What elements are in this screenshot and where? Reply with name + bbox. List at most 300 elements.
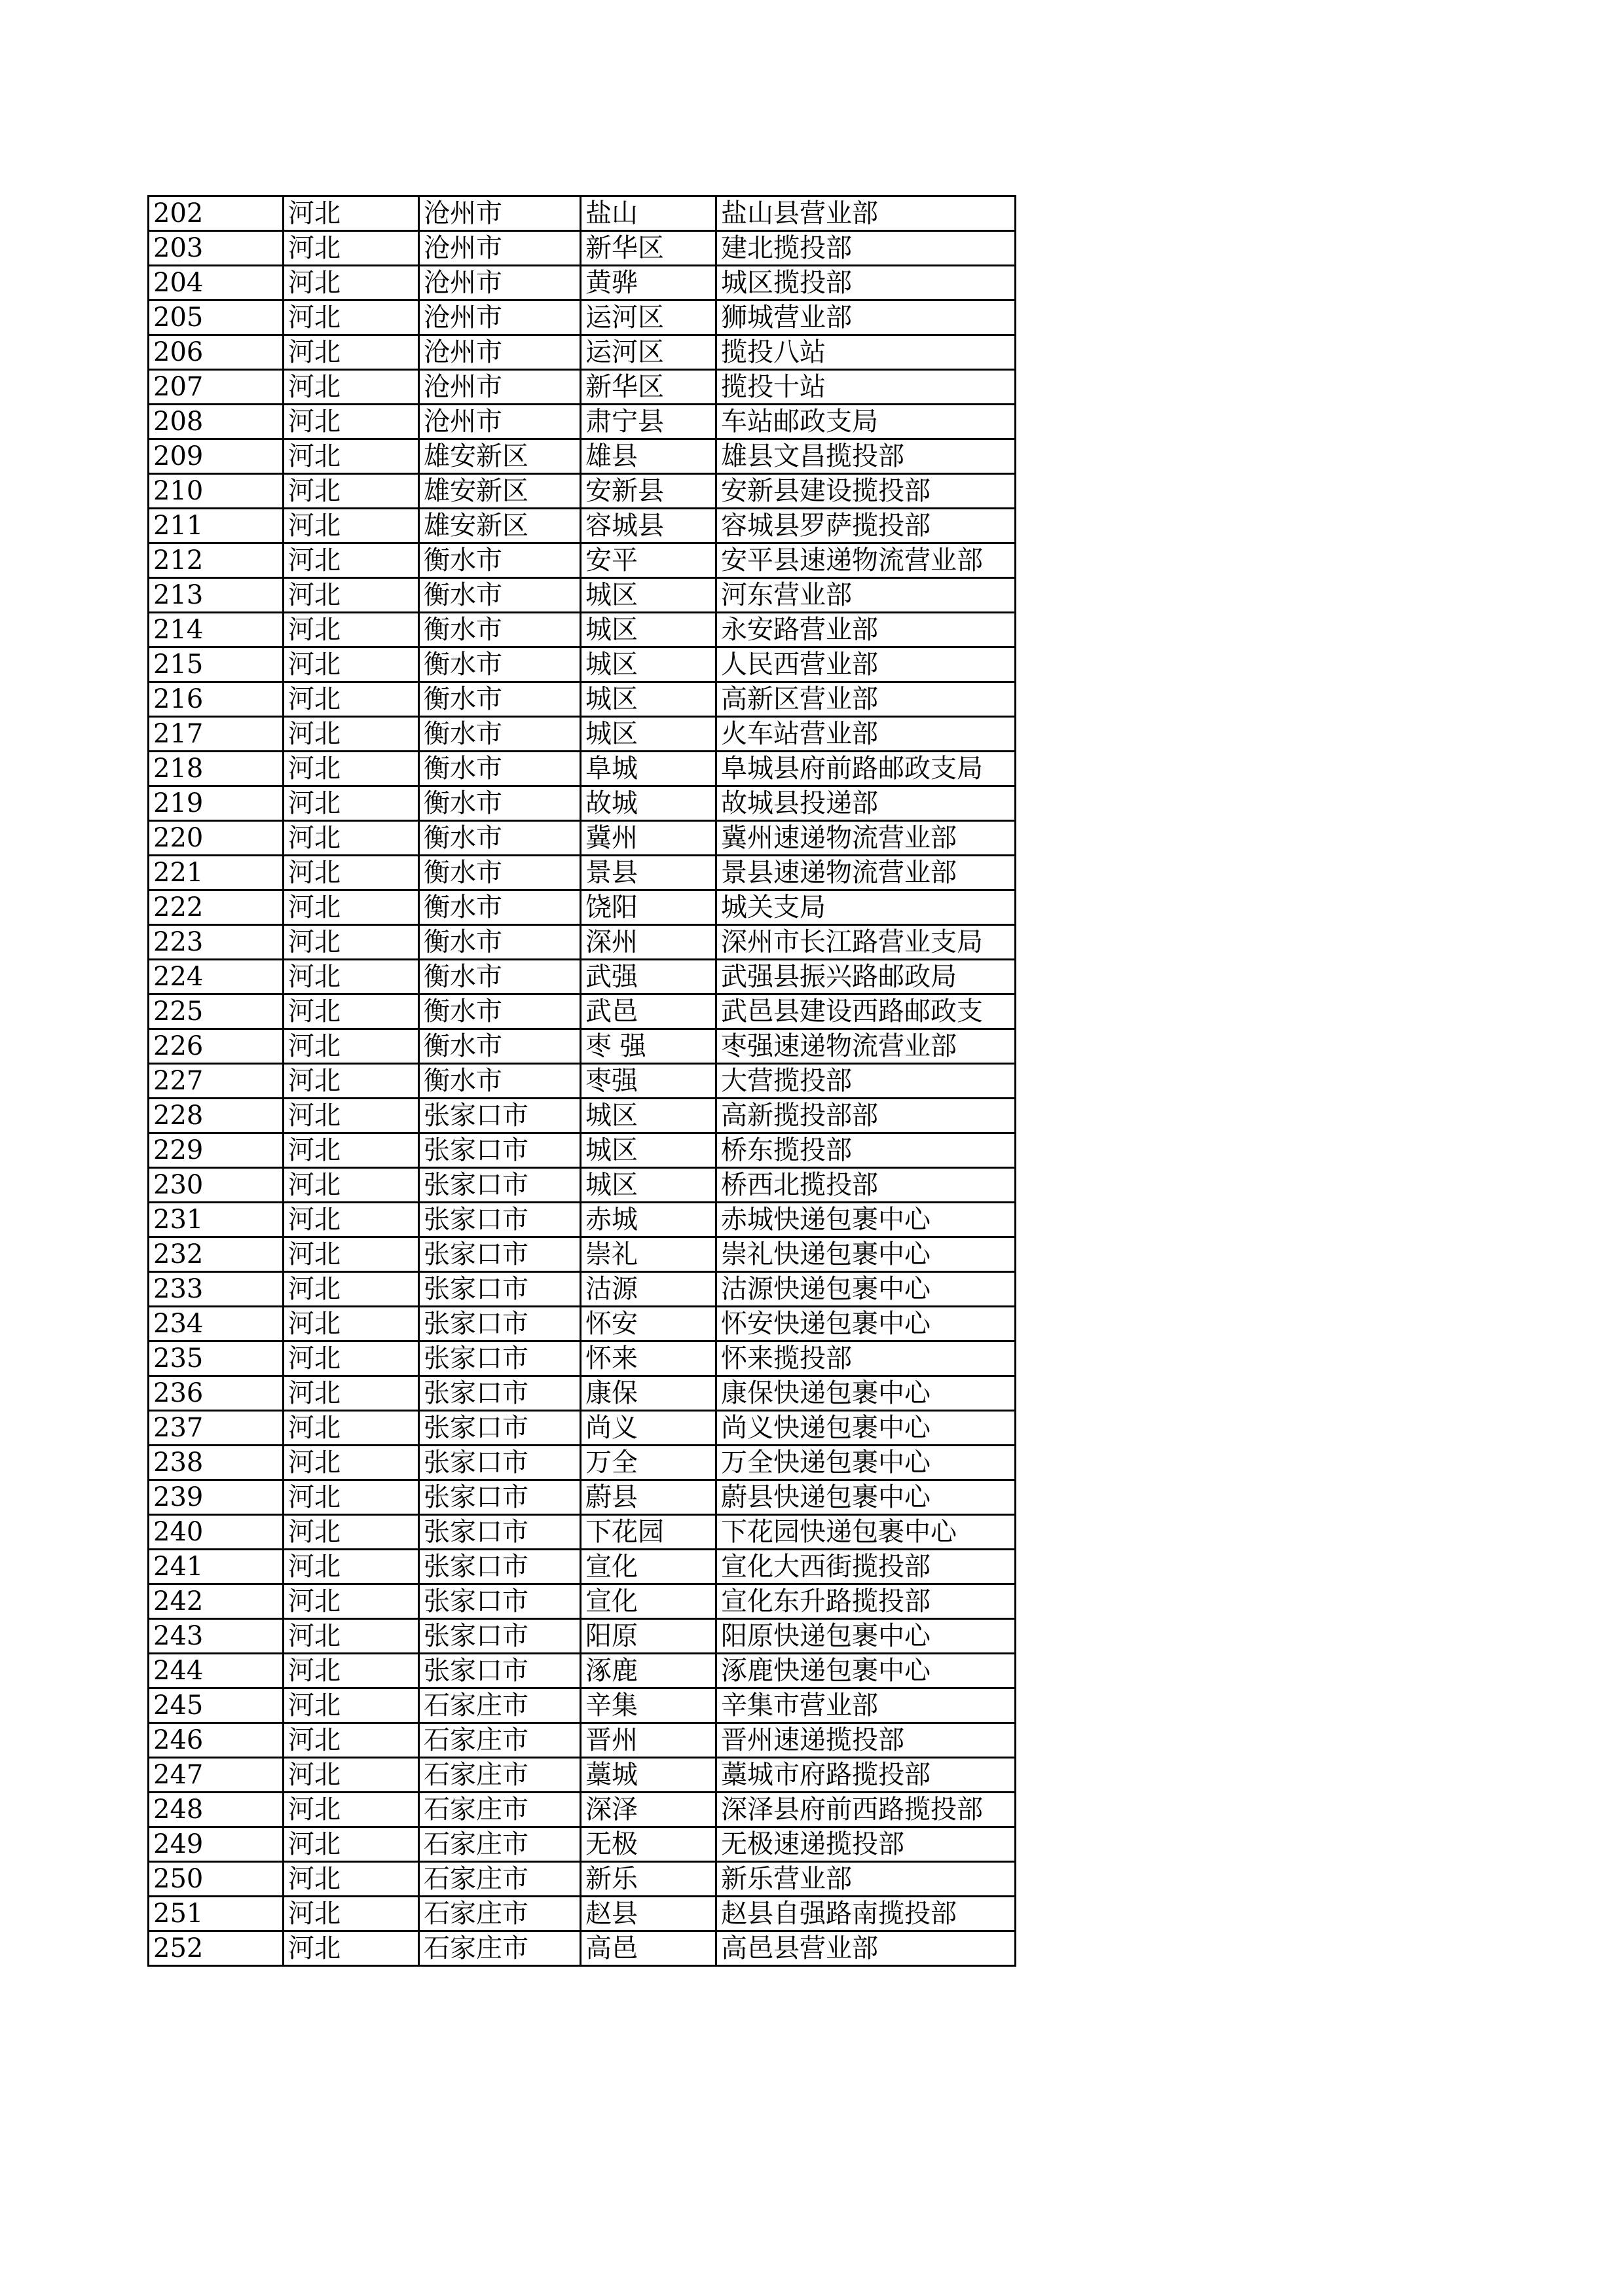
row-number: 237 [149, 1411, 284, 1446]
province-cell: 河北 [284, 647, 419, 682]
row-number: 245 [149, 1688, 284, 1723]
table-row [149, 1029, 1016, 1064]
county-cell: 城区 [581, 1099, 716, 1133]
county-cell: 崇礼 [581, 1237, 716, 1272]
table-row [149, 1758, 1016, 1793]
county-cell: 城区 [581, 717, 716, 752]
row-number: 239 [149, 1480, 284, 1515]
table-row [149, 1827, 1016, 1862]
outlet-name-cell: 高邑县营业部 [716, 1931, 1016, 1966]
outlet-name-cell: 车站邮政支局 [716, 405, 1016, 439]
city-cell: 衡水市 [419, 613, 581, 647]
city-cell: 沧州市 [419, 335, 581, 370]
county-cell: 运河区 [581, 335, 716, 370]
province-cell: 河北 [284, 543, 419, 578]
table-row [149, 1411, 1016, 1446]
outlet-name-cell: 城关支局 [716, 890, 1016, 925]
table-row [149, 231, 1016, 266]
province-cell: 河北 [284, 717, 419, 752]
table-row [149, 1619, 1016, 1654]
province-cell: 河北 [284, 1688, 419, 1723]
row-number: 241 [149, 1550, 284, 1584]
city-cell: 张家口市 [419, 1099, 581, 1133]
outlet-name-cell: 崇礼快递包裹中心 [716, 1237, 1016, 1272]
outlet-name-cell: 蔚县快递包裹中心 [716, 1480, 1016, 1515]
table-row [149, 439, 1016, 474]
row-number: 249 [149, 1827, 284, 1862]
city-cell: 衡水市 [419, 925, 581, 960]
county-cell: 沽源 [581, 1272, 716, 1307]
county-cell: 康保 [581, 1376, 716, 1411]
province-cell: 河北 [284, 925, 419, 960]
outlet-name-cell: 人民西营业部 [716, 647, 1016, 682]
outlet-name-cell: 尚义快递包裹中心 [716, 1411, 1016, 1446]
county-cell: 景县 [581, 856, 716, 890]
row-number: 216 [149, 682, 284, 717]
table-row [149, 196, 1016, 231]
row-number: 208 [149, 405, 284, 439]
city-cell: 衡水市 [419, 1029, 581, 1064]
outlet-name-cell: 容城县罗萨揽投部 [716, 509, 1016, 543]
county-cell: 城区 [581, 578, 716, 613]
province-cell: 河北 [284, 301, 419, 335]
table-row [149, 1688, 1016, 1723]
row-number: 228 [149, 1099, 284, 1133]
outlet-name-cell: 高新揽投部部 [716, 1099, 1016, 1133]
row-number: 211 [149, 509, 284, 543]
outlet-name-cell: 阜城县府前路邮政支局 [716, 752, 1016, 786]
table-row [149, 1307, 1016, 1341]
outlet-name-cell: 景县速递物流营业部 [716, 856, 1016, 890]
county-cell: 晋州 [581, 1723, 716, 1758]
province-cell: 河北 [284, 1793, 419, 1827]
city-cell: 衡水市 [419, 994, 581, 1029]
table-row [149, 1203, 1016, 1237]
table-row [149, 1584, 1016, 1619]
province-cell: 河北 [284, 994, 419, 1029]
table-row [149, 752, 1016, 786]
county-cell: 雄县 [581, 439, 716, 474]
outlet-name-cell: 康保快递包裹中心 [716, 1376, 1016, 1411]
county-cell: 枣 强 [581, 1029, 716, 1064]
province-cell: 河北 [284, 1446, 419, 1480]
city-cell: 衡水市 [419, 890, 581, 925]
city-cell: 沧州市 [419, 266, 581, 301]
table-row [149, 1099, 1016, 1133]
county-cell: 赵县 [581, 1897, 716, 1931]
row-number: 217 [149, 717, 284, 752]
outlet-name-cell: 枣强速递物流营业部 [716, 1029, 1016, 1064]
county-cell: 宣化 [581, 1550, 716, 1584]
row-number: 229 [149, 1133, 284, 1168]
row-number: 226 [149, 1029, 284, 1064]
row-number: 215 [149, 647, 284, 682]
row-number: 209 [149, 439, 284, 474]
county-cell: 武邑 [581, 994, 716, 1029]
outlet-name-cell: 冀州速递物流营业部 [716, 821, 1016, 856]
county-cell: 城区 [581, 1133, 716, 1168]
row-number: 218 [149, 752, 284, 786]
row-number: 250 [149, 1862, 284, 1897]
outlet-table [147, 195, 1016, 1967]
province-cell: 河北 [284, 960, 419, 994]
province-cell: 河北 [284, 1341, 419, 1376]
province-cell: 河北 [284, 1723, 419, 1758]
county-cell: 故城 [581, 786, 716, 821]
province-cell: 河北 [284, 196, 419, 231]
outlet-name-cell: 雄县文昌揽投部 [716, 439, 1016, 474]
row-number: 235 [149, 1341, 284, 1376]
city-cell: 石家庄市 [419, 1758, 581, 1793]
row-number: 222 [149, 890, 284, 925]
county-cell: 宣化 [581, 1584, 716, 1619]
table-row [149, 1341, 1016, 1376]
county-cell: 安平 [581, 543, 716, 578]
outlet-name-cell: 安新县建设揽投部 [716, 474, 1016, 509]
county-cell: 容城县 [581, 509, 716, 543]
province-cell: 河北 [284, 1550, 419, 1584]
outlet-name-cell: 河东营业部 [716, 578, 1016, 613]
outlet-name-cell: 宣化东升路揽投部 [716, 1584, 1016, 1619]
table-row [149, 1931, 1016, 1966]
row-number: 225 [149, 994, 284, 1029]
county-cell: 蔚县 [581, 1480, 716, 1515]
city-cell: 衡水市 [419, 578, 581, 613]
row-number: 205 [149, 301, 284, 335]
row-number: 247 [149, 1758, 284, 1793]
county-cell: 运河区 [581, 301, 716, 335]
outlet-name-cell: 高新区营业部 [716, 682, 1016, 717]
county-cell: 肃宁县 [581, 405, 716, 439]
outlet-name-cell: 安平县速递物流营业部 [716, 543, 1016, 578]
city-cell: 石家庄市 [419, 1688, 581, 1723]
row-number: 202 [149, 196, 284, 231]
city-cell: 石家庄市 [419, 1793, 581, 1827]
county-cell: 藁城 [581, 1758, 716, 1793]
city-cell: 张家口市 [419, 1446, 581, 1480]
county-cell: 深泽 [581, 1793, 716, 1827]
province-cell: 河北 [284, 266, 419, 301]
table-row [149, 613, 1016, 647]
row-number: 252 [149, 1931, 284, 1966]
province-cell: 河北 [284, 1654, 419, 1688]
city-cell: 张家口市 [419, 1550, 581, 1584]
province-cell: 河北 [284, 682, 419, 717]
city-cell: 张家口市 [419, 1272, 581, 1307]
row-number: 227 [149, 1064, 284, 1099]
county-cell: 饶阳 [581, 890, 716, 925]
table-row [149, 1272, 1016, 1307]
outlet-name-cell: 宣化大西街揽投部 [716, 1550, 1016, 1584]
province-cell: 河北 [284, 1897, 419, 1931]
city-cell: 衡水市 [419, 821, 581, 856]
table-row [149, 647, 1016, 682]
province-cell: 河北 [284, 578, 419, 613]
table-row [149, 786, 1016, 821]
province-cell: 河北 [284, 1307, 419, 1341]
row-number: 219 [149, 786, 284, 821]
province-cell: 河北 [284, 1168, 419, 1203]
province-cell: 河北 [284, 786, 419, 821]
outlet-name-cell: 下花园快递包裹中心 [716, 1515, 1016, 1550]
table-row [149, 301, 1016, 335]
county-cell: 辛集 [581, 1688, 716, 1723]
city-cell: 张家口市 [419, 1376, 581, 1411]
county-cell: 下花园 [581, 1515, 716, 1550]
outlet-name-cell: 大营揽投部 [716, 1064, 1016, 1099]
city-cell: 沧州市 [419, 301, 581, 335]
city-cell: 张家口市 [419, 1203, 581, 1237]
county-cell: 城区 [581, 613, 716, 647]
table-row [149, 1550, 1016, 1584]
row-number: 233 [149, 1272, 284, 1307]
outlet-name-cell: 辛集市营业部 [716, 1688, 1016, 1723]
outlet-name-cell: 赤城快递包裹中心 [716, 1203, 1016, 1237]
county-cell: 城区 [581, 647, 716, 682]
province-cell: 河北 [284, 1584, 419, 1619]
outlet-name-cell: 怀安快递包裹中心 [716, 1307, 1016, 1341]
province-cell: 河北 [284, 474, 419, 509]
city-cell: 衡水市 [419, 752, 581, 786]
province-cell: 河北 [284, 1758, 419, 1793]
outlet-name-cell: 桥东揽投部 [716, 1133, 1016, 1168]
table-row [149, 682, 1016, 717]
row-number: 212 [149, 543, 284, 578]
county-cell: 新华区 [581, 370, 716, 405]
city-cell: 衡水市 [419, 856, 581, 890]
county-cell: 深州 [581, 925, 716, 960]
table-row [149, 1723, 1016, 1758]
outlet-name-cell: 火车站营业部 [716, 717, 1016, 752]
row-number: 238 [149, 1446, 284, 1480]
table-row [149, 1515, 1016, 1550]
outlet-name-cell: 新乐营业部 [716, 1862, 1016, 1897]
outlet-name-cell: 揽投十站 [716, 370, 1016, 405]
county-cell: 新华区 [581, 231, 716, 266]
county-cell: 新乐 [581, 1862, 716, 1897]
outlet-name-cell: 狮城营业部 [716, 301, 1016, 335]
outlet-name-cell: 阳原快递包裹中心 [716, 1619, 1016, 1654]
city-cell: 张家口市 [419, 1619, 581, 1654]
province-cell: 河北 [284, 890, 419, 925]
city-cell: 沧州市 [419, 196, 581, 231]
province-cell: 河北 [284, 405, 419, 439]
city-cell: 张家口市 [419, 1237, 581, 1272]
row-number: 244 [149, 1654, 284, 1688]
province-cell: 河北 [284, 1376, 419, 1411]
city-cell: 沧州市 [419, 370, 581, 405]
row-number: 210 [149, 474, 284, 509]
city-cell: 石家庄市 [419, 1827, 581, 1862]
row-number: 240 [149, 1515, 284, 1550]
city-cell: 衡水市 [419, 717, 581, 752]
row-number: 236 [149, 1376, 284, 1411]
county-cell: 无极 [581, 1827, 716, 1862]
outlet-name-cell: 武邑县建设西路邮政支 [716, 994, 1016, 1029]
county-cell: 盐山 [581, 196, 716, 231]
outlet-name-cell: 武强县振兴路邮政局 [716, 960, 1016, 994]
table-row [149, 335, 1016, 370]
city-cell: 张家口市 [419, 1133, 581, 1168]
outlet-name-cell: 沽源快递包裹中心 [716, 1272, 1016, 1307]
outlet-name-cell: 怀来揽投部 [716, 1341, 1016, 1376]
province-cell: 河北 [284, 1099, 419, 1133]
city-cell: 衡水市 [419, 682, 581, 717]
city-cell: 石家庄市 [419, 1931, 581, 1966]
county-cell: 黄骅 [581, 266, 716, 301]
province-cell: 河北 [284, 613, 419, 647]
table-row [149, 1133, 1016, 1168]
table-row [149, 1862, 1016, 1897]
table-row [149, 890, 1016, 925]
province-cell: 河北 [284, 231, 419, 266]
outlet-table-body [149, 196, 1016, 1966]
province-cell: 河北 [284, 1862, 419, 1897]
table-row [149, 578, 1016, 613]
table-row [149, 821, 1016, 856]
outlet-name-cell: 万全快递包裹中心 [716, 1446, 1016, 1480]
row-number: 221 [149, 856, 284, 890]
county-cell: 赤城 [581, 1203, 716, 1237]
city-cell: 张家口市 [419, 1341, 581, 1376]
row-number: 234 [149, 1307, 284, 1341]
county-cell: 尚义 [581, 1411, 716, 1446]
city-cell: 雄安新区 [419, 474, 581, 509]
city-cell: 衡水市 [419, 960, 581, 994]
city-cell: 雄安新区 [419, 439, 581, 474]
row-number: 206 [149, 335, 284, 370]
province-cell: 河北 [284, 1272, 419, 1307]
table-row [149, 856, 1016, 890]
table-row [149, 1168, 1016, 1203]
outlet-name-cell: 赵县自强路南揽投部 [716, 1897, 1016, 1931]
province-cell: 河北 [284, 1203, 419, 1237]
city-cell: 张家口市 [419, 1584, 581, 1619]
table-row [149, 1237, 1016, 1272]
province-cell: 河北 [284, 335, 419, 370]
province-cell: 河北 [284, 856, 419, 890]
outlet-name-cell: 建北揽投部 [716, 231, 1016, 266]
row-number: 243 [149, 1619, 284, 1654]
outlet-name-cell: 深州市长江路营业支局 [716, 925, 1016, 960]
city-cell: 沧州市 [419, 405, 581, 439]
table-row [149, 1064, 1016, 1099]
province-cell: 河北 [284, 1133, 419, 1168]
province-cell: 河北 [284, 752, 419, 786]
county-cell: 怀来 [581, 1341, 716, 1376]
province-cell: 河北 [284, 1064, 419, 1099]
row-number: 232 [149, 1237, 284, 1272]
province-cell: 河北 [284, 370, 419, 405]
row-number: 248 [149, 1793, 284, 1827]
city-cell: 张家口市 [419, 1411, 581, 1446]
city-cell: 衡水市 [419, 786, 581, 821]
row-number: 242 [149, 1584, 284, 1619]
outlet-name-cell: 揽投八站 [716, 335, 1016, 370]
table-row [149, 717, 1016, 752]
county-cell: 城区 [581, 682, 716, 717]
county-cell: 城区 [581, 1168, 716, 1203]
table-row [149, 1376, 1016, 1411]
province-cell: 河北 [284, 1515, 419, 1550]
row-number: 223 [149, 925, 284, 960]
province-cell: 河北 [284, 439, 419, 474]
county-cell: 阳原 [581, 1619, 716, 1654]
city-cell: 石家庄市 [419, 1723, 581, 1758]
outlet-name-cell: 故城县投递部 [716, 786, 1016, 821]
province-cell: 河北 [284, 1480, 419, 1515]
city-cell: 张家口市 [419, 1480, 581, 1515]
outlet-name-cell: 藁城市府路揽投部 [716, 1758, 1016, 1793]
table-row [149, 925, 1016, 960]
city-cell: 衡水市 [419, 543, 581, 578]
row-number: 213 [149, 578, 284, 613]
city-cell: 衡水市 [419, 1064, 581, 1099]
city-cell: 沧州市 [419, 231, 581, 266]
city-cell: 石家庄市 [419, 1897, 581, 1931]
table-row [149, 1480, 1016, 1515]
city-cell: 张家口市 [419, 1168, 581, 1203]
county-cell: 阜城 [581, 752, 716, 786]
outlet-name-cell: 深泽县府前西路揽投部 [716, 1793, 1016, 1827]
table-row [149, 543, 1016, 578]
row-number: 230 [149, 1168, 284, 1203]
outlet-name-cell: 晋州速递揽投部 [716, 1723, 1016, 1758]
city-cell: 雄安新区 [419, 509, 581, 543]
city-cell: 张家口市 [419, 1307, 581, 1341]
province-cell: 河北 [284, 509, 419, 543]
province-cell: 河北 [284, 1237, 419, 1272]
table-row [149, 266, 1016, 301]
county-cell: 万全 [581, 1446, 716, 1480]
row-number: 207 [149, 370, 284, 405]
table-row [149, 994, 1016, 1029]
county-cell: 安新县 [581, 474, 716, 509]
outlet-name-cell: 城区揽投部 [716, 266, 1016, 301]
table-row [149, 1446, 1016, 1480]
table-row [149, 960, 1016, 994]
city-cell: 石家庄市 [419, 1862, 581, 1897]
table-row [149, 1793, 1016, 1827]
row-number: 214 [149, 613, 284, 647]
table-row [149, 370, 1016, 405]
city-cell: 张家口市 [419, 1515, 581, 1550]
county-cell: 涿鹿 [581, 1654, 716, 1688]
outlet-name-cell: 涿鹿快递包裹中心 [716, 1654, 1016, 1688]
county-cell: 枣强 [581, 1064, 716, 1099]
row-number: 203 [149, 231, 284, 266]
table-row [149, 474, 1016, 509]
outlet-name-cell: 永安路营业部 [716, 613, 1016, 647]
outlet-name-cell: 无极速递揽投部 [716, 1827, 1016, 1862]
outlet-name-cell: 盐山县营业部 [716, 196, 1016, 231]
table-row [149, 1897, 1016, 1931]
row-number: 246 [149, 1723, 284, 1758]
row-number: 220 [149, 821, 284, 856]
row-number: 204 [149, 266, 284, 301]
table-row [149, 1654, 1016, 1688]
table-row [149, 405, 1016, 439]
province-cell: 河北 [284, 1619, 419, 1654]
province-cell: 河北 [284, 821, 419, 856]
province-cell: 河北 [284, 1827, 419, 1862]
province-cell: 河北 [284, 1931, 419, 1966]
outlet-name-cell: 桥西北揽投部 [716, 1168, 1016, 1203]
row-number: 224 [149, 960, 284, 994]
province-cell: 河北 [284, 1411, 419, 1446]
row-number: 231 [149, 1203, 284, 1237]
county-cell: 怀安 [581, 1307, 716, 1341]
